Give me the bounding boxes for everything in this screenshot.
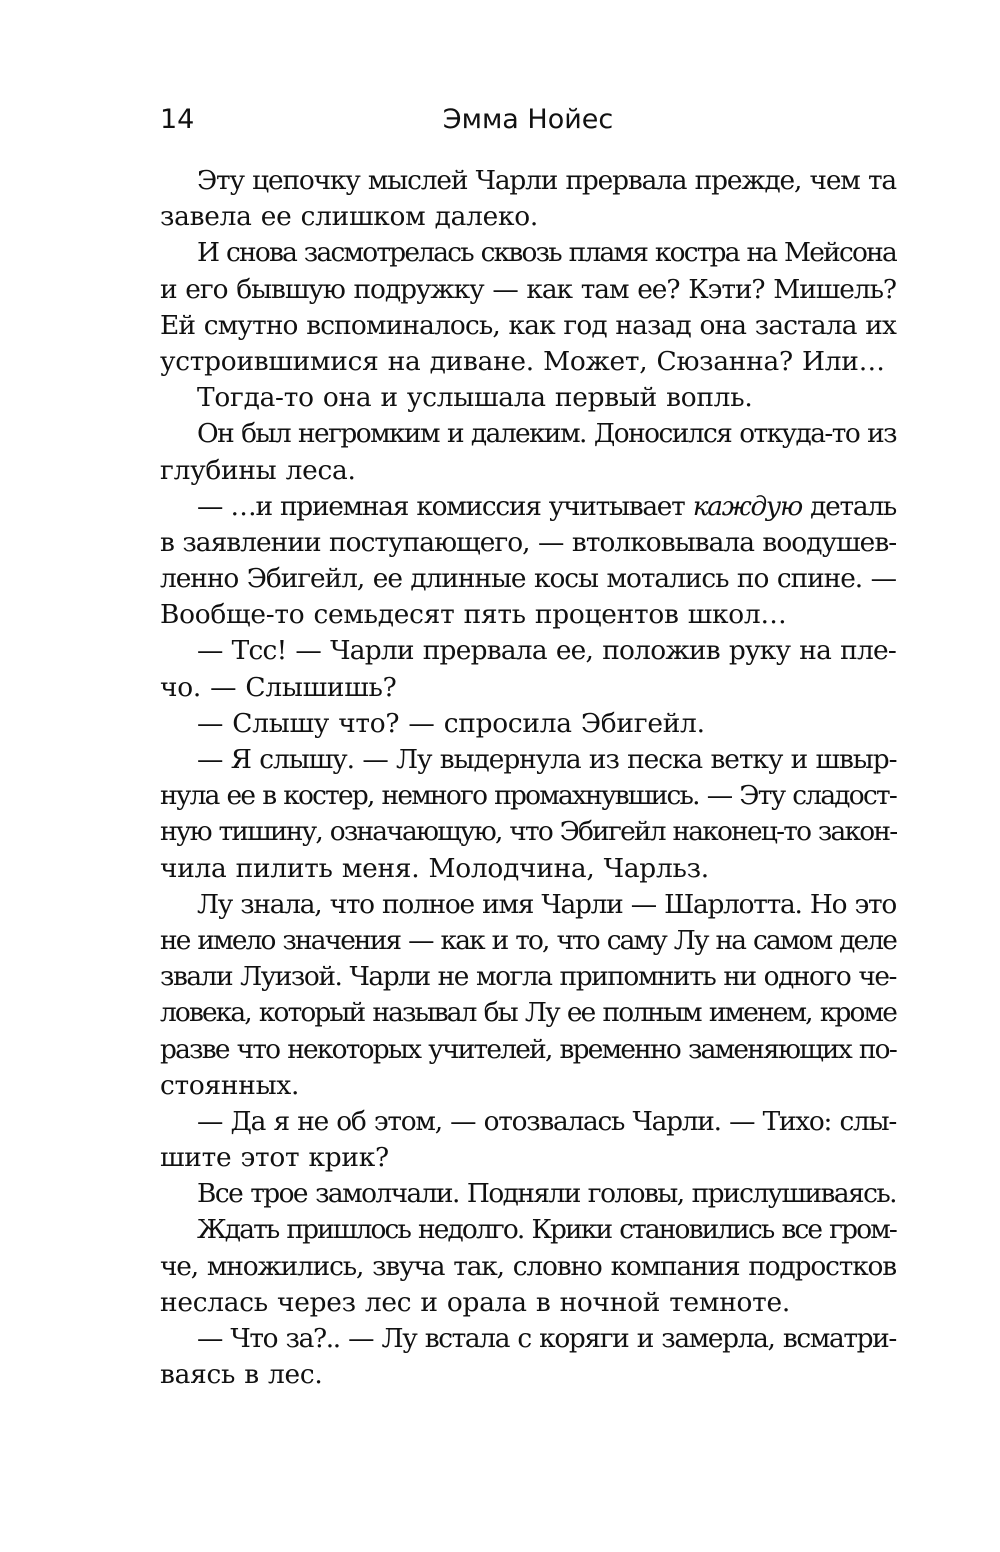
- text-line: ную тишину, означающую, что Эбигейл наконец-то закон-: [160, 816, 897, 848]
- text-line: Он был негромким и далеким. Доносился откуда-то из: [197, 418, 896, 450]
- text-segment: деталь: [801, 490, 896, 522]
- text-line: Лу знала, что полное имя Чарли — Шарлотта. Но это: [197, 888, 896, 920]
- text-line: — Да я не об этом, — отозвалась Чарли. — Тихо: слы-: [197, 1105, 896, 1137]
- italic-emphasis: каждую: [692, 490, 802, 522]
- text-segment: — …и приемная комиссия учитывает: [197, 490, 693, 522]
- page-number: 14: [160, 104, 195, 135]
- text-line: Тогда-то она и услышала первый вопль.: [197, 382, 753, 414]
- text-line: Все трое замолчали. Подняли головы, прислушиваясь.: [197, 1178, 896, 1210]
- text-line: в заявлении поступающего, — втолковывала воодушев-: [160, 526, 897, 558]
- text-line: чила пилить меня. Молодчина, Чарльз.: [160, 852, 709, 884]
- text-line: — Я слышу. — Лу выдернула из песка ветку и швыр-: [197, 744, 897, 775]
- text-line: стоянных.: [160, 1069, 300, 1101]
- text-line: — Тсс! — Чарли прервала ее, положив руку на пле-: [197, 635, 896, 667]
- running-head-author: Эмма Нойес: [442, 104, 614, 135]
- text-line: нула ее в костер, немного промахнувшись. — Эту сладост-: [160, 780, 896, 812]
- text-line: неслась через лес и орала в ночной темноте.: [160, 1286, 791, 1318]
- text-line: ловека, который называл бы Лу ее полным именем, кроме: [160, 997, 896, 1029]
- text-line: чо. — Слышишь?: [160, 671, 397, 703]
- text-line: Эту цепочку мыслей Чарли прервала прежде, чем та: [197, 165, 896, 196]
- text-line: ваясь в лес.: [160, 1359, 323, 1391]
- text-line: шите этот крик?: [160, 1142, 389, 1174]
- text-line: — Слышу что? — спросила Эбигейл.: [197, 707, 705, 739]
- text-line: звали Луизой. Чарли не могла припомнить ни одного че-: [160, 961, 896, 993]
- text-line: Ждать пришлось недолго. Крики становились все гром-: [197, 1214, 896, 1246]
- text-line: че, множились, звуча так, словно компания подростков: [160, 1250, 896, 1282]
- text-line: И снова засмотрелась сквозь пламя костра на Мейсона: [197, 237, 896, 269]
- text-line: Вообще-то семьдесят пять процентов школ…: [160, 599, 787, 631]
- text-line: — Что за?.. — Лу встала с коряги и замерла, всматри-: [197, 1323, 896, 1354]
- text-line: не имело значения — как и то, что саму Лу на самом деле: [160, 924, 896, 956]
- text-line: [160, 489, 896, 525]
- text-line: глубины леса.: [160, 454, 356, 486]
- page-header: [160, 104, 896, 144]
- text-line: ленно Эбигейл, ее длинные косы мотались по спине. —: [160, 563, 896, 595]
- body-text: [160, 163, 896, 1393]
- text-line: Ей смутно вспоминалось, как год назад она застала их: [160, 309, 896, 341]
- text-line: устроившимися на диване. Может, Сюзанна? Или…: [160, 345, 885, 377]
- text-line: и его бывшую подружку — как там ее? Кэти? Мишель?: [160, 273, 896, 305]
- text-line: разве что некоторых учителей, временно заменяющих по-: [160, 1033, 896, 1065]
- text-line: завела ее слишком далеко.: [160, 201, 538, 233]
